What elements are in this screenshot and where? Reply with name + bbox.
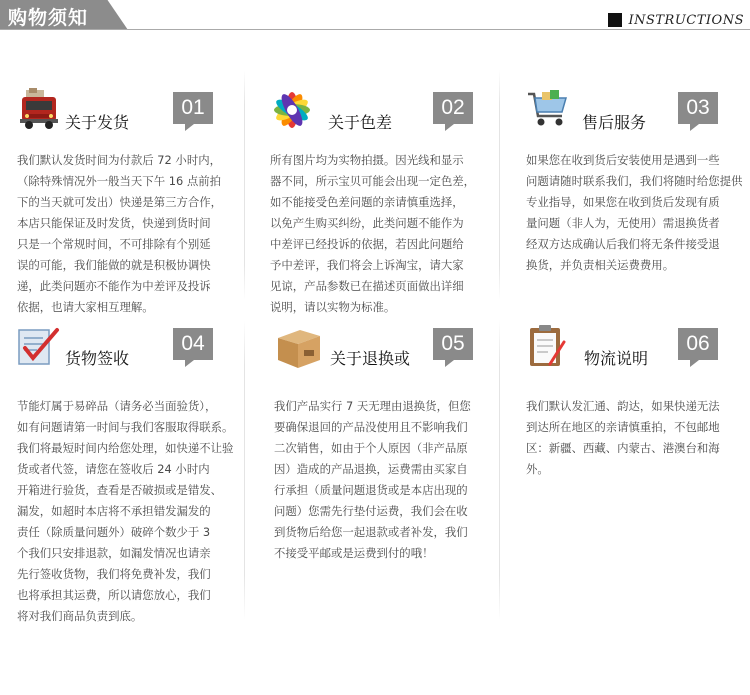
body-line: 责任（除质量问题外）破碎个数少于 3 [17, 525, 211, 539]
column-divider [499, 320, 500, 620]
body-line: 经双方达成确认后我们将无条件接受退 [526, 237, 720, 251]
body-line: 行承担（质量问题退货或是本店出现的 [274, 483, 468, 497]
body-line: 因）造成的产品退换，运费需由买家自 [274, 462, 468, 476]
body-line: 问题）您需先行垫付运费，我们会在收 [274, 504, 468, 518]
body-line: 说明，请以实物为标准。 [270, 300, 396, 314]
body-line: 以免产生购买纠纷，此类问题不能作为 [270, 216, 464, 230]
number-badge: 01 [173, 92, 213, 124]
card-body [274, 396, 471, 564]
column-divider [244, 320, 245, 620]
card-title: 物流说明 [584, 349, 649, 368]
body-line: 问题请随时联系我们，我们将随时给您提供 [526, 174, 743, 188]
body-line: 予中差评，我们将会上诉淘宝，请大家 [270, 258, 464, 272]
column-divider [244, 70, 245, 300]
body-line: 递，此类问题亦不能作为中差评及投诉 [17, 279, 211, 293]
body-line: 下的当天就可发出）快递是第三方合作， [17, 195, 223, 209]
body-line: （除特殊情况外一般当天下午 16 点前拍 [17, 174, 221, 188]
body-line: 我们默认发货时间为付款后 72 小时内， [17, 153, 221, 167]
body-line: 量问题（非人为，无使用）需退换货者 [526, 216, 720, 230]
card-body [17, 396, 233, 627]
card-title: 关于色差 [328, 113, 393, 132]
body-line: 如有问题请第一时间与我们客服取得联系。 [17, 420, 234, 434]
body-line: 专业指导，如果您在收到货后发现有质 [526, 195, 720, 209]
body-line: 节能灯属于易碎品（请务必当面验货）， [17, 399, 217, 413]
body-line: 到达所在地区的亲请慎重拍，不包邮地 [526, 420, 720, 434]
body-line: 个我们只安排退款，如漏发情况也请亲 [17, 546, 211, 560]
number-badge: 06 [678, 328, 718, 360]
body-line: 如不能接受色差问题的亲请慎重选择， [270, 195, 464, 209]
number-badge: 05 [433, 328, 473, 360]
card-body [526, 150, 742, 276]
shopping-cart-icon [526, 88, 570, 132]
body-line: 换货，并负责相关运费费用。 [526, 258, 675, 272]
body-line: 中差评已经投诉的依据，若因此问题给 [270, 237, 464, 251]
body-line: 二次销售，如由于个人原因（非产品原 [274, 441, 468, 455]
body-line: 我们产品实行 7 天无理由退换货，但您 [274, 399, 471, 413]
number-badge: 02 [433, 92, 473, 124]
clipboard-icon [526, 324, 570, 368]
number-badge: 04 [173, 328, 213, 360]
body-line: 不接受平邮或是运费到付的哦！ [274, 546, 434, 560]
card-title: 货物签收 [65, 349, 130, 368]
card-title: 关于退换或 [330, 349, 411, 368]
body-line: 只是一个常规时间，不可排除有个别延 [17, 237, 211, 251]
body-line: 外。 [526, 462, 549, 476]
number-badge: 03 [678, 92, 718, 124]
card-body [526, 396, 720, 480]
body-line: 我们将最短时间内给您处理，如快递不让验 [17, 441, 234, 455]
column-divider [499, 70, 500, 300]
checklist-icon [17, 324, 61, 368]
card-body [17, 150, 222, 318]
header-title: 购物须知 [8, 7, 89, 29]
body-line: 也将承担其运费，所以请您放心，我们 [17, 588, 211, 602]
body-line: 货或者代签，请您在签收后 24 小时内 [17, 462, 210, 476]
body-line: 漏发，如超时本店将不承担错发漏发的 [17, 504, 211, 518]
card-title: 售后服务 [582, 113, 647, 132]
body-line: 器不同，所示宝贝可能会出现一定色差， [270, 174, 476, 188]
body-line: 依据，也请大家相互理解。 [17, 300, 154, 314]
package-box-icon [274, 324, 318, 368]
body-line: 要确保退回的产品没使用且不影响我们 [274, 420, 468, 434]
body-line: 所有图片均为实物拍摄。因光线和显示 [270, 153, 464, 167]
body-line: 先行签收货物，我们将免费补发，我们 [17, 567, 211, 581]
body-line: 如果您在收到货后安装使用是遇到一些 [526, 153, 720, 167]
body-line: 区：新疆、西藏、内蒙古、港澳台和海 [526, 441, 720, 455]
delivery-truck-icon [17, 88, 61, 132]
color-wheel-icon [270, 88, 314, 132]
page-header [0, 0, 750, 34]
body-line: 将对我们商品负责到底。 [17, 609, 143, 623]
body-line: 开箱进行验货，查看是否破损或是错发、 [17, 483, 223, 497]
square-bullet-icon [608, 13, 622, 27]
header-subtitle: INSTRUCTIONS [628, 12, 744, 28]
body-line: 我们默认发汇通、韵达，如果快递无法 [526, 399, 720, 413]
card-title: 关于发货 [65, 113, 130, 132]
card-body [270, 150, 475, 318]
body-line: 见谅，产品参数已在描述页面做出详细 [270, 279, 464, 293]
body-line: 误的可能，我们能做的就是积极协调快 [17, 258, 211, 272]
header-divider [0, 29, 750, 30]
header-right [608, 12, 744, 28]
body-line: 本店只能保证及时发货，快递到货时间 [17, 216, 211, 230]
body-line: 到货物后给您一起退款或者补发，我们 [274, 525, 468, 539]
